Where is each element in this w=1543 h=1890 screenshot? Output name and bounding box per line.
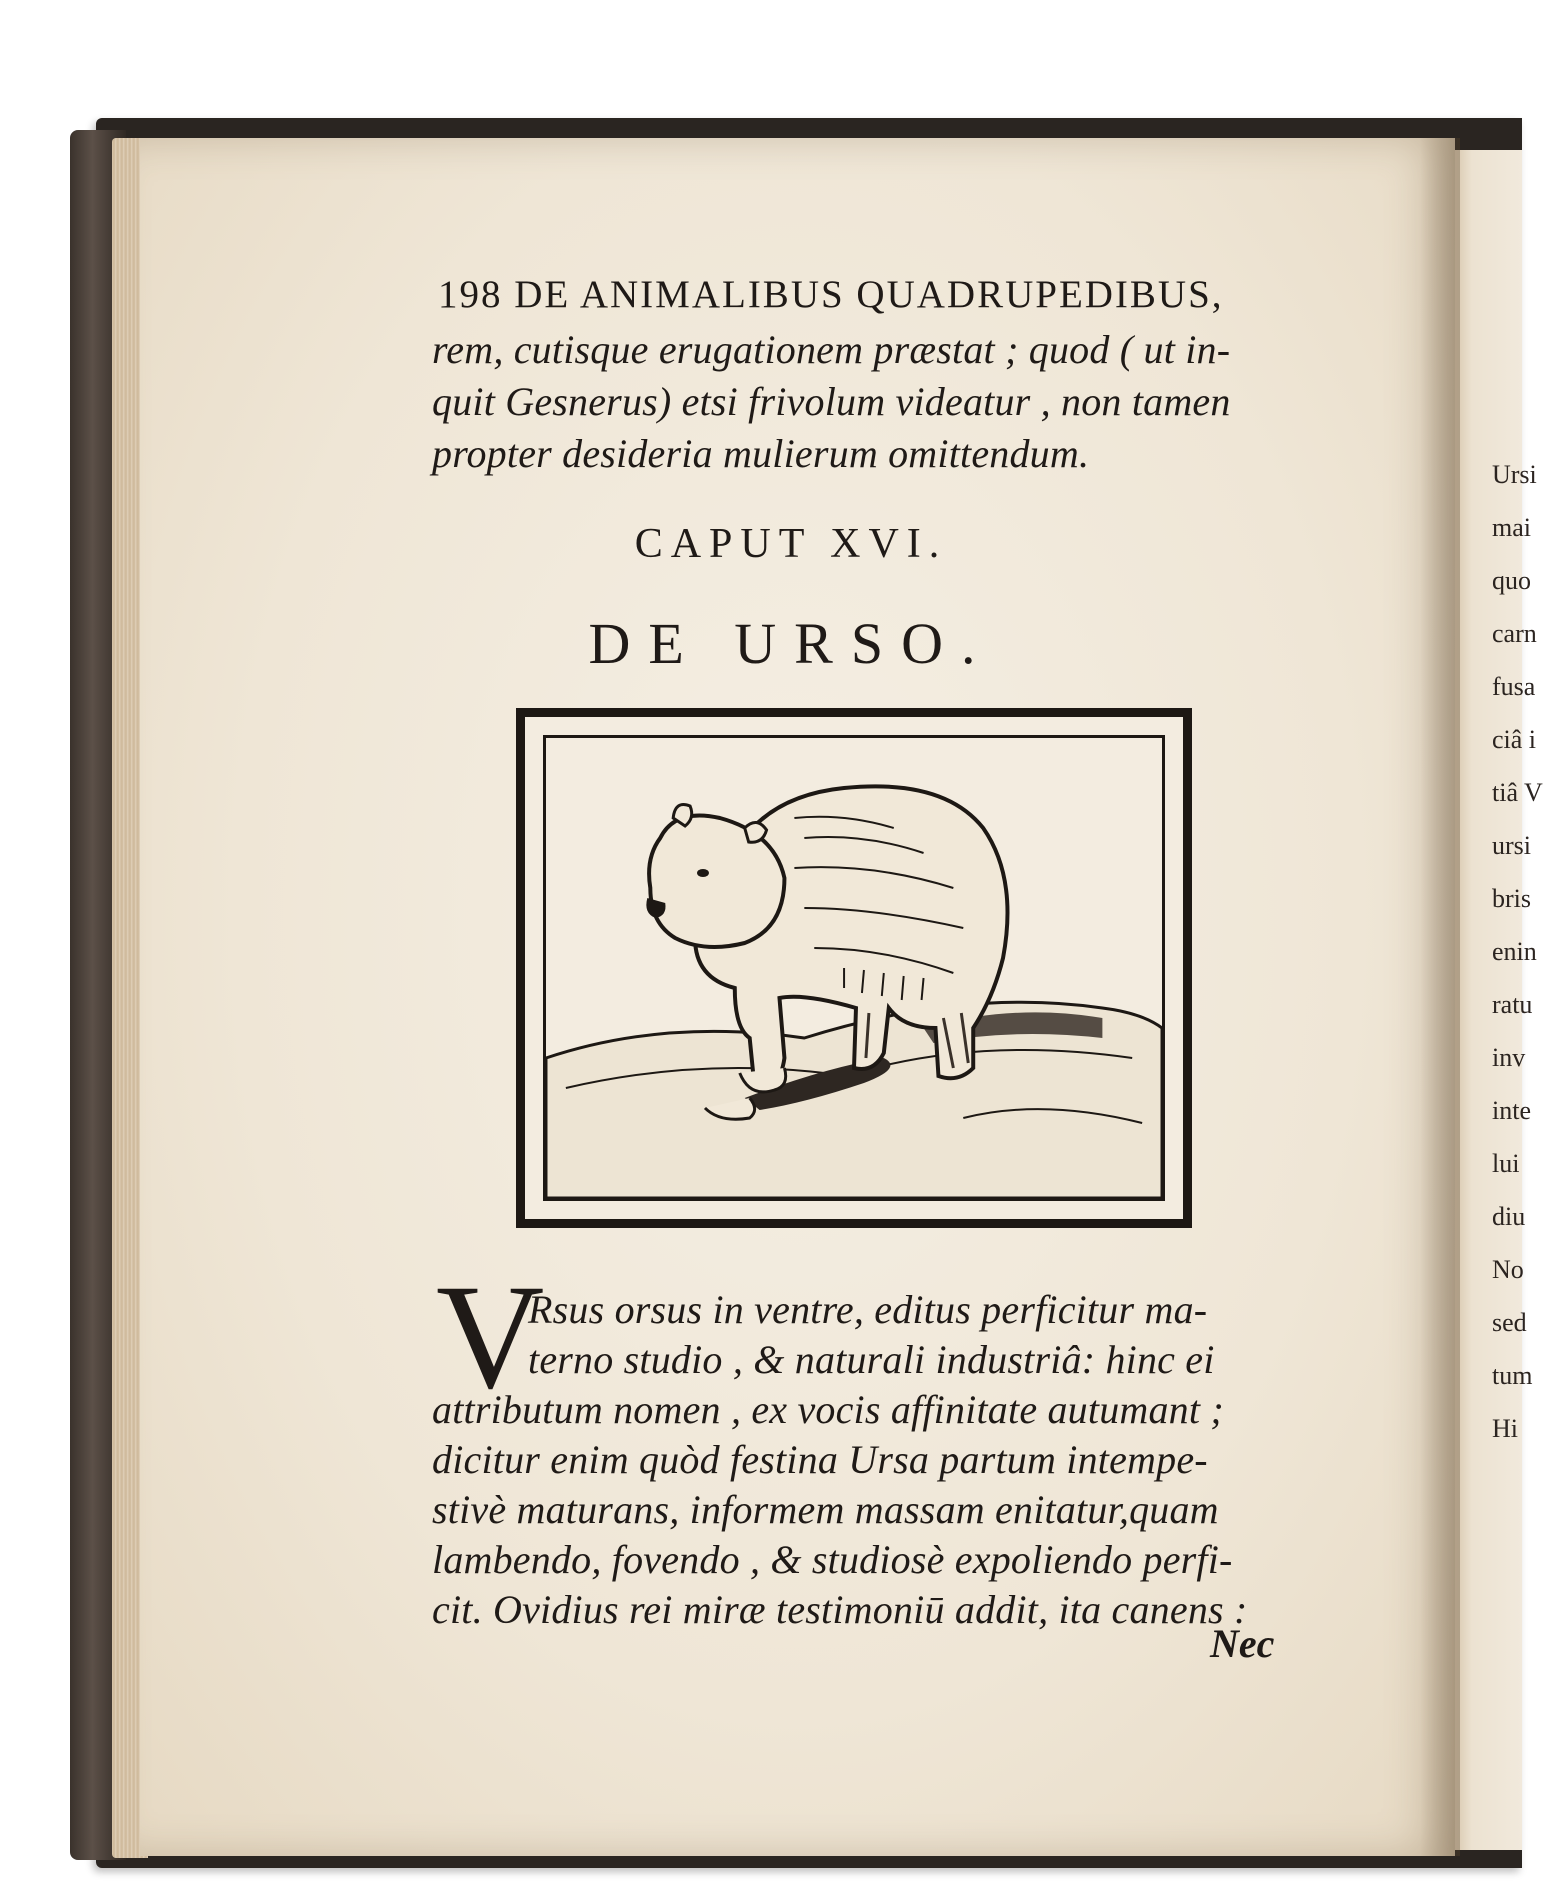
chapter-label: CAPUT XVI. [634, 521, 948, 567]
text-line: rem, cutisque erugationem præstat ; quod ( ut in- [432, 327, 1231, 372]
facing-page-fragment: diu [1492, 1202, 1526, 1231]
running-head: 198 DE ANIMALIBUS QUADRUPEDIBUS, [438, 273, 1224, 316]
text-line: quit Gesnerus) etsi frivolum videatur , non tamen [432, 379, 1231, 424]
text-line: terno studio , & naturali industriâ: hinc ei [528, 1337, 1215, 1382]
text-line: attributum nomen , ex vocis affinitate autumant ; [432, 1387, 1224, 1432]
text-line: dicitur enim quòd festina Ursa partum intempe- [432, 1437, 1208, 1482]
text-line: propter desideria mulierum omittendum. [432, 431, 1090, 476]
facing-page-fragment: tum [1492, 1361, 1533, 1390]
bear-illustration [546, 738, 1162, 1198]
gutter-shadow [1420, 138, 1460, 1856]
facing-page-fragment: carn [1492, 619, 1537, 648]
text-line: lambendo, fovendo , & studiosè expoliendo perfi- [432, 1537, 1233, 1582]
facing-page-fragment: Ursi [1492, 460, 1537, 489]
text-line: stivè maturans, informem massam enitatur,quam [432, 1487, 1219, 1532]
chapter-title: DE URSO. [588, 611, 994, 676]
text-line: Rsus orsus in ventre, editus perficitur ma- [528, 1287, 1208, 1332]
facing-page-fragment: lui [1492, 1149, 1520, 1178]
facing-page-fragment: fusa [1492, 672, 1536, 701]
bear-woodcut [543, 735, 1165, 1201]
facing-page-fragment: inte [1492, 1096, 1531, 1125]
facing-page-fragment: No [1492, 1255, 1524, 1284]
facing-page-fragment: inv [1492, 1043, 1526, 1072]
facing-page-fragment: sed [1492, 1308, 1527, 1337]
facing-page-fragment: quo [1492, 566, 1531, 595]
facing-page-fragment: Hi [1492, 1414, 1518, 1443]
facing-page-fragment: ratu [1492, 990, 1533, 1019]
text-line: cit. Ovidius rei miræ testimoniū addit, ita canens : [432, 1587, 1248, 1632]
facing-page-fragment: ursi [1492, 831, 1531, 860]
drop-cap: V [436, 1254, 545, 1420]
facing-page-fragment: bris [1492, 884, 1531, 913]
facing-page-fragment: tiâ V [1492, 778, 1543, 807]
facing-page-fragment: ciâ i [1492, 725, 1537, 754]
woodcut-frame [516, 708, 1192, 1228]
facing-page-fragment: enin [1492, 937, 1537, 966]
facing-page-fragment: mai [1492, 513, 1531, 542]
catchword: Nec [1210, 1621, 1275, 1666]
